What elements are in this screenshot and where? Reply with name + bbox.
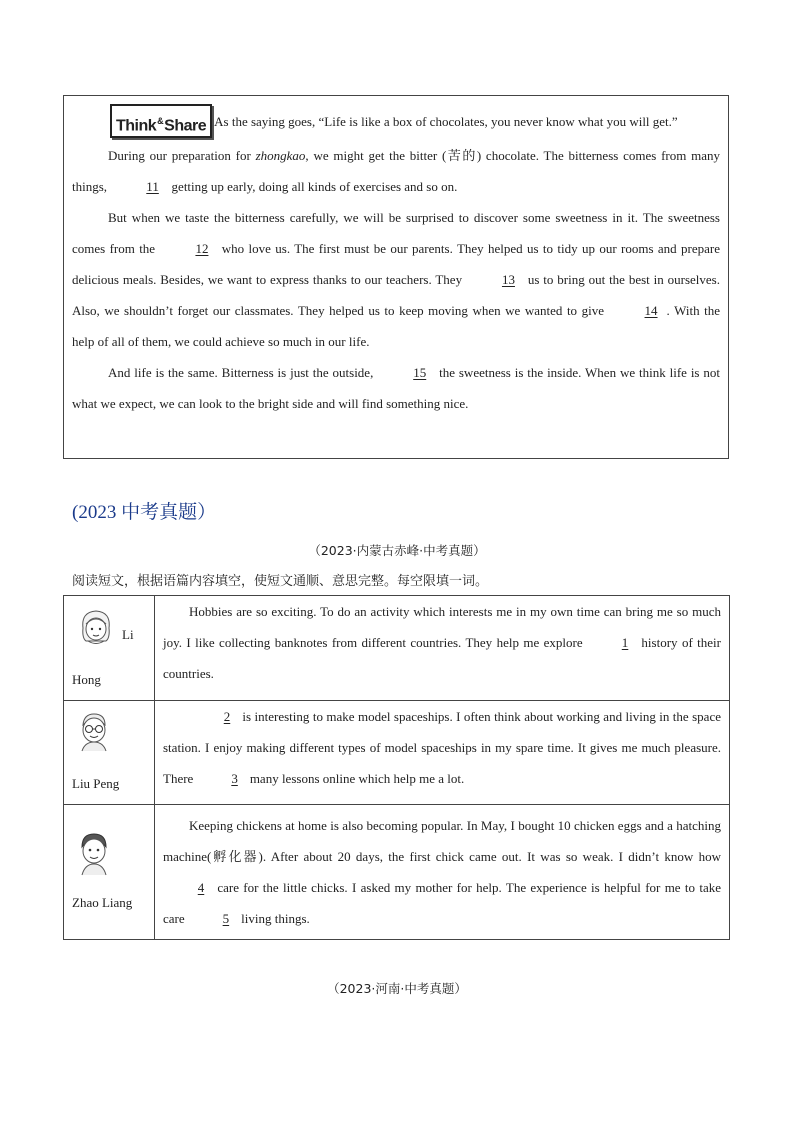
source-label-1: （2023·内蒙古赤峰·中考真题） [308, 543, 486, 558]
row-text: Hobbies are so exciting. To do an activity which interests me in my own time can bring me so much joy. I like collecting banknotes from different countries. They help me explore 1 history of their countries. [163, 604, 721, 681]
blank-14[interactable]: 14 [644, 303, 658, 319]
row-text: Keeping chickens at home is also becoming popular. In May, I bought 10 chicken eggs and a hatching machine(孵化器). After about 20 days, the first chick came out. It was so weak. I didn’t know how 4 care for the little chicks. I asked my mother for help. The experience is helpful for me to take care 5 living things. [163, 810, 721, 934]
blank-3[interactable]: 3 [231, 771, 238, 786]
person-name: Zhao Liang [72, 895, 133, 910]
blank-4[interactable]: 4 [197, 880, 205, 895]
passage-paragraph-1 [64, 106, 728, 140]
source-label-2: （2023·河南·中考真题） [327, 981, 467, 996]
row-text: 2 is interesting to make model spaceships. I often think about working and living in the space station. I enjoy making different types of model spaceships in my spare time. It gives me much pleasure. There 3 many lessons online which help me a lot. [163, 701, 721, 794]
think-share-logo: Think&Share [110, 104, 212, 138]
text-cell [155, 701, 730, 805]
blank-11[interactable]: 11 [146, 179, 159, 195]
person-name: Liu Peng [72, 776, 120, 791]
person-cell-zhao-liang [64, 805, 155, 940]
section-heading: (2023 中考真题） [72, 502, 217, 523]
blank-13[interactable]: 13 [501, 272, 515, 288]
person-name: Hong [72, 672, 101, 687]
passage-paragraph-4: And life is the same. Bitterness is just the outside, 15 the sweetness is the inside. When we think life is not what we expect, we can look to the bright side and will find something nice. [64, 357, 728, 419]
hobbies-table [63, 595, 730, 940]
person-name: Li [122, 627, 134, 642]
person-cell-liu-peng [64, 701, 155, 805]
passage-box [63, 95, 729, 459]
passage-paragraph-2: During our preparation for zhongkao, we might get the bitter (苦的) chocolate. The bitterness comes from many things, 11 getting up early, doing all kinds of exercises and so on. [64, 140, 728, 202]
table-row [64, 596, 730, 701]
text-cell [155, 596, 730, 701]
table-row [64, 701, 730, 805]
person-cell-li-hong [64, 596, 155, 701]
blank-1[interactable]: 1 [621, 635, 629, 650]
blank-15[interactable]: 15 [413, 365, 427, 381]
passage-text: As the saying goes, “Life is like a box of chocolates, you never know what you will get.” [214, 114, 678, 129]
instruction-text: 阅读短文，根据语篇内容填空，使短文通顺、意思完整。每空限填一词。 [72, 574, 489, 589]
table-row [64, 805, 730, 940]
text-cell [155, 805, 730, 940]
blank-2[interactable]: 2 [223, 709, 231, 724]
blank-5[interactable]: 5 [222, 911, 230, 926]
blank-12[interactable]: 12 [195, 241, 209, 257]
passage-paragraph-3: But when we taste the bitterness carefully, we will be surprised to discover some sweetness in it. The sweetness comes from the 12 who love us. The first must be our parents. They helped us to tidy up our rooms and prepare delicious meals. Besides, we want to express thanks to our teachers. They 13 us to bring out the best in ourselves. Also, we shouldn’t forget our classmates. They helped us to keep moving when we wanted to give 14 . With the help of all of them, we could achieve so much in our life. [72, 210, 720, 350]
